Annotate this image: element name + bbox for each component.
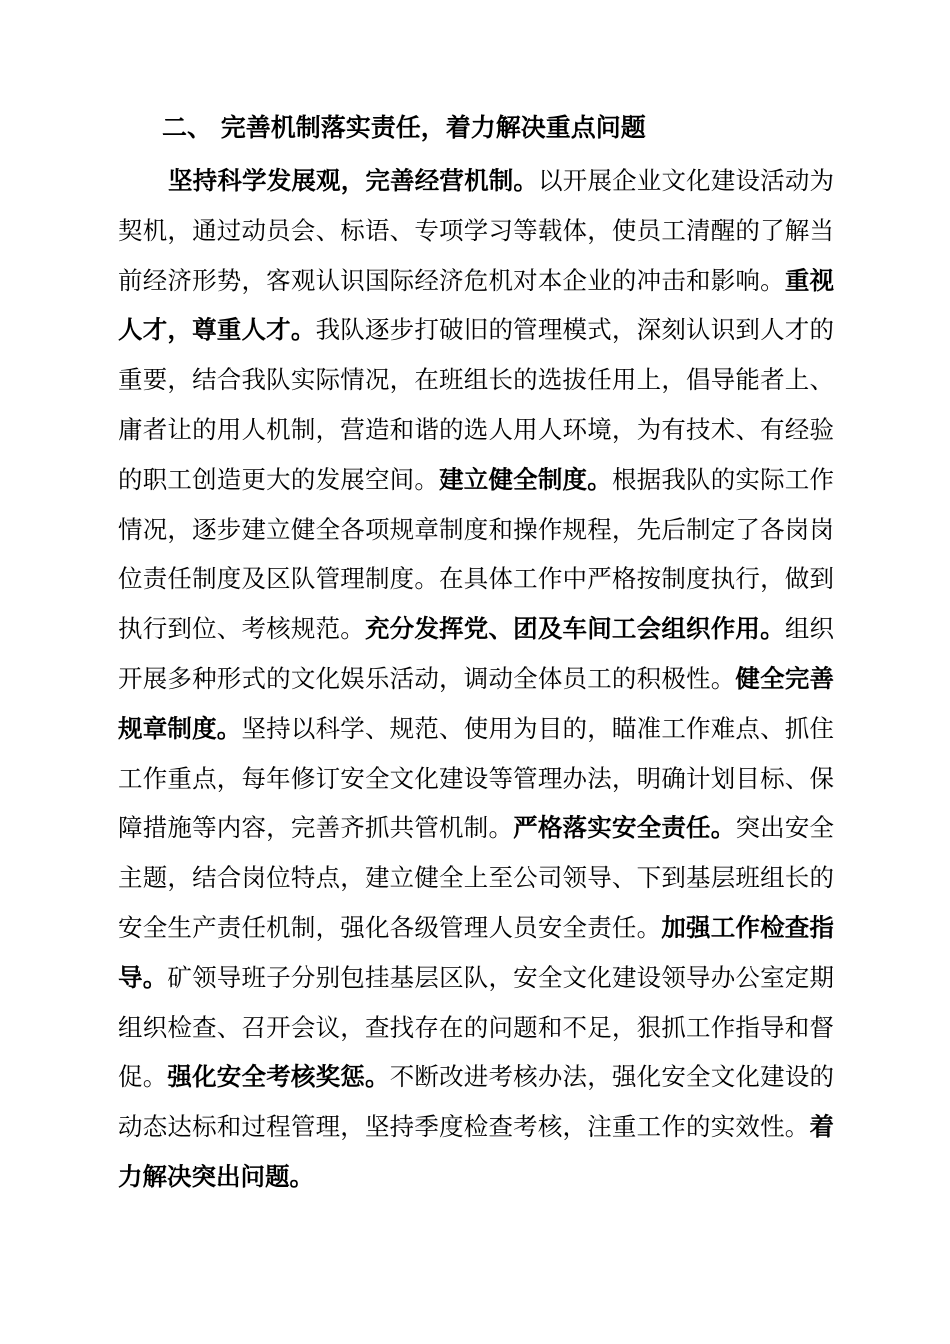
body-sentence: 不断改进考核办法，强化安全文化建设的动态达标和过程管理，坚持季度检查考核，注重工作的实效性。 [118, 1062, 835, 1142]
body-sentence: 矿领导班子分别包挂基层区队，安全文化建设领导办公室定期组织检查、召开会议，查找存在的问题和不足，狠抓工作指导和督促。 [118, 962, 835, 1092]
bold-topic: 着力解决突出问题。 [118, 1112, 834, 1191]
bold-topic: 充分发挥党、团及车间工会组织作用。 [364, 614, 785, 644]
bold-topic: 建立健全制度。 [439, 464, 612, 494]
bold-topic: 重视人才，尊重人才。 [118, 265, 835, 345]
body-sentence: 根据我队的实际工作情况，逐步建立健全各项规章制度和操作规程，先后制定了各岗岗位责任制度及区队管理制度。在具体工作中严格按制度执行，做到执行到位、考核规范。 [118, 464, 835, 644]
body-sentence: 坚持以科学、规范、使用为目的，瞄准工作难点、抓住工作重点，每年修订安全文化建设等管理办法，明确计划目标、保障措施等内容，完善齐抓共管机制。 [118, 713, 834, 843]
body-sentence: 组织开展多种形式的文化娱乐活动，调动全体员工的积极性。 [118, 614, 835, 693]
bold-topic: 坚持科学发展观，完善经营机制。 [168, 166, 539, 195]
section-heading [162, 108, 862, 148]
body-sentence: 以开展企业文化建设活动为契机，通过动员会、标语、专项学习等载体，使员工清醒的了解当前经济形势，客观认识国际经济危机对本企业的冲击和影响。 [118, 166, 835, 295]
bold-topic: 严格落实安全责任。 [513, 813, 736, 843]
section-title: 完善机制落实责任，着力解决重点问题 [220, 113, 646, 142]
body-sentence: 我队逐步打破旧的管理模式，深刻认识到人才的重要，结合我队实际情况，在班组长的选拔任用上，倡导能者上、庸者让的用人机制，营造和谐的选人用人环境，为有技术、有经验的职工创造更大的发展空间。 [118, 315, 835, 494]
bold-topic: 健全完善规章制度。 [118, 663, 835, 743]
body-paragraph [118, 156, 834, 1202]
bold-topic: 加强工作检查指导。 [118, 912, 835, 992]
body-sentence: 突出安全主题，结合岗位特点，建立健全上至公司领导、下到基层班组长的安全生产责任机制，强化各级管理人员安全责任。 [118, 813, 835, 942]
bold-topic: 强化安全考核奖惩。 [167, 1062, 390, 1092]
section-number: 二、 [162, 113, 213, 142]
